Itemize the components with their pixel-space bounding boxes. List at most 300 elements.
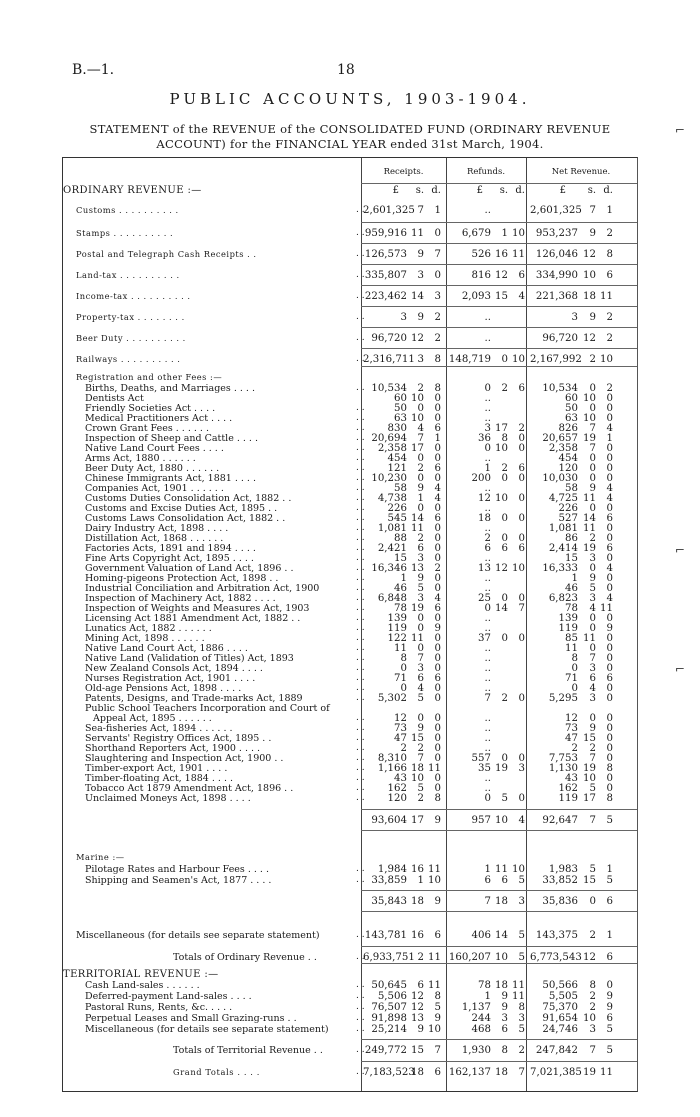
leader-dots: . . — [356, 1024, 365, 1034]
pounds-value: 4,738 — [377, 493, 407, 504]
leader-dots: . . — [356, 773, 365, 783]
shillings-value: 9 — [589, 723, 596, 734]
pence-value: 0 — [606, 613, 613, 624]
pence-value: 7 — [434, 249, 441, 260]
shillings-value: 0 — [417, 623, 424, 634]
pounds-value: 6,823 — [548, 593, 578, 604]
pence-value: 0 — [434, 733, 441, 744]
shillings-value: 12 — [583, 952, 596, 963]
pence-value: 6 — [518, 383, 525, 394]
row-label: Sea-fisheries Act, 1894 . . . . . . — [85, 723, 233, 734]
pence-value: 0 — [434, 413, 441, 424]
shillings-value: 9 — [589, 573, 596, 584]
pounds-value: 35,843 — [371, 896, 407, 907]
leader-dots: . . — [356, 503, 365, 513]
pence-value: 5 — [518, 875, 525, 886]
pounds-value: 71 — [565, 673, 578, 684]
pounds-value: 93,604 — [371, 815, 407, 826]
shillings-value: 2 — [417, 793, 424, 804]
pounds-value: .. — [484, 413, 491, 424]
leader-dots: . . — [356, 623, 365, 633]
shillings-value: 14 — [495, 603, 508, 614]
pounds-value: 63 — [565, 413, 578, 424]
margin-mark: ⌐ — [675, 662, 686, 676]
pounds-value: 226 — [558, 503, 578, 514]
leader-dots: . . — [356, 1067, 365, 1077]
row-label: Inspection of Weights and Measures Act, 1903 — [85, 603, 310, 614]
row-rule — [361, 809, 637, 810]
shillings-value: 0 — [501, 753, 508, 764]
row-rule — [361, 306, 637, 307]
pence-value: 0 — [606, 713, 613, 724]
pounds-value: 15 — [565, 553, 578, 564]
pounds-value: 6,848 — [377, 593, 407, 604]
pence-value: 7 — [434, 1045, 441, 1056]
pounds-value: 557 — [471, 753, 491, 764]
pounds-value: 2,093 — [461, 291, 491, 302]
leader-dots: . . — [356, 952, 365, 962]
pence-value: 3 — [518, 896, 525, 907]
pence-value: 0 — [518, 693, 525, 704]
pence-value: 0 — [434, 393, 441, 404]
pence-value: 0 — [434, 613, 441, 624]
row-rule — [361, 243, 637, 244]
table-row — [63, 290, 637, 303]
pence-value: 5 — [518, 1024, 525, 1035]
pence-value: 0 — [606, 723, 613, 734]
pence-value: 10 — [512, 228, 525, 239]
row-label: TERRITORIAL REVENUE :— — [63, 969, 219, 980]
pence-value: 0 — [518, 433, 525, 444]
pence-value: 0 — [606, 743, 613, 754]
pence-value: 4 — [434, 593, 441, 604]
pence-value: 10 — [512, 563, 525, 574]
pounds-value: 406 — [471, 930, 491, 941]
row-rule — [361, 222, 637, 223]
shillings-value: 10 — [583, 773, 596, 784]
pence-value: 0 — [518, 533, 525, 544]
shillings-value: 7 — [417, 433, 424, 444]
shillings-value: 3 — [417, 270, 424, 281]
row-label: Old-age Pensions Act, 1898 . . . . — [85, 683, 242, 694]
pence-value: 6 — [606, 896, 613, 907]
row-rule — [361, 264, 637, 265]
pounds-value: 162,137 — [448, 1067, 491, 1078]
pounds-value: 73 — [394, 723, 407, 734]
pence-value: 0 — [606, 463, 613, 474]
pence-value: 10 — [428, 875, 441, 886]
shillings-value: 6 — [501, 543, 508, 554]
table-row — [63, 792, 637, 805]
pounds-value: 36 — [478, 433, 491, 444]
leader-dots: . . — [356, 793, 365, 803]
pence-value: 1 — [606, 433, 613, 444]
pence-value: 4 — [434, 483, 441, 494]
pounds-value: 16,346 — [371, 563, 407, 574]
pence-value: 2 — [606, 383, 613, 394]
pence-value: 6 — [606, 513, 613, 524]
pounds-value: 2 — [484, 533, 491, 544]
row-label: Deferred-payment Land-sales . . . . — [85, 991, 252, 1002]
pence-value: 6 — [434, 603, 441, 614]
leader-dots: . . — [356, 683, 365, 693]
pounds-value: 78 — [565, 603, 578, 614]
shillings-value: 11 — [411, 228, 424, 239]
pounds-value: 46 — [565, 583, 578, 594]
pounds-value: 122 — [387, 633, 407, 644]
page-number: 18 — [337, 62, 355, 78]
shillings-value: 19 — [411, 603, 424, 614]
pence-value: 0 — [434, 723, 441, 734]
shillings-value: 8 — [589, 980, 596, 991]
leader-dots: . . — [356, 603, 365, 613]
leader-dots: . . — [356, 930, 365, 940]
pence-value: 5 — [606, 1024, 613, 1035]
pounds-value: 7,753 — [548, 753, 578, 764]
shillings-value: 9 — [589, 312, 596, 323]
pence-value: 0 — [434, 783, 441, 794]
shillings-value: 9 — [501, 991, 508, 1002]
shillings-value: 15 — [583, 733, 596, 744]
leader-dots: . . — [356, 312, 365, 322]
pence-value: 0 — [606, 413, 613, 424]
leader-dots: . . — [356, 270, 365, 280]
pence-value: 1 — [606, 930, 613, 941]
shillings-value: 1 — [417, 875, 424, 886]
pence-value: 4 — [606, 483, 613, 494]
pence-value: 3 — [434, 291, 441, 302]
shillings-value: 0 — [501, 513, 508, 524]
shillings-value: 7 — [589, 205, 596, 216]
pounds-value: .. — [484, 783, 491, 794]
pence-value: 6 — [434, 1067, 441, 1078]
pounds-value: 10,534 — [371, 383, 407, 394]
pounds-value: 73 — [565, 723, 578, 734]
pence-value: 11 — [512, 980, 525, 991]
pence-value: 0 — [434, 693, 441, 704]
leader-dots: . . — [356, 743, 365, 753]
pence-value: 0 — [606, 693, 613, 704]
shillings-value: 0 — [417, 713, 424, 724]
leader-dots: . . — [356, 443, 365, 453]
pounds-value: 50,566 — [542, 980, 578, 991]
pounds-value: 1,081 — [377, 523, 407, 534]
pence-value: 10 — [512, 864, 525, 875]
pence-value: 0 — [606, 443, 613, 454]
pence-value: 8 — [606, 249, 613, 260]
shillings-value: 2 — [417, 743, 424, 754]
shillings-value: 13 — [411, 1013, 424, 1024]
pence-value: 8 — [434, 793, 441, 804]
pounds-value: 6,773,543 — [530, 952, 582, 963]
shillings-value: 9 — [417, 312, 424, 323]
pound-label: £ — [392, 185, 399, 196]
pounds-value: 11 — [565, 643, 578, 654]
leader-dots: . . — [356, 413, 365, 423]
pounds-value: 120 — [387, 793, 407, 804]
net-revenue-column-header: Net Revenue. — [551, 167, 611, 177]
shillings-value: 12 — [495, 270, 508, 281]
pence-value: 8 — [434, 383, 441, 394]
table-row — [63, 332, 637, 345]
pounds-value: .. — [484, 573, 491, 584]
pounds-value: 8,310 — [377, 753, 407, 764]
shillings-value: 15 — [411, 733, 424, 744]
shillings-value: 15 — [583, 875, 596, 886]
shillings-value: 0 — [589, 613, 596, 624]
shillings-value: 10 — [583, 393, 596, 404]
pence-value: 0 — [434, 403, 441, 414]
pounds-value: 6 — [484, 543, 491, 554]
pence-value: 0 — [434, 443, 441, 454]
pounds-value: 15 — [394, 553, 407, 564]
shillings-value: 6 — [589, 673, 596, 684]
pence-value: 4 — [606, 593, 613, 604]
pence-value: 1 — [606, 205, 613, 216]
row-label: Births, Deaths, and Marriages . . . . — [85, 383, 255, 394]
pounds-value: .. — [484, 483, 491, 494]
shillings-value: 18 — [495, 1067, 508, 1078]
pounds-value: 6 — [484, 875, 491, 886]
pence-value: 1 — [606, 864, 613, 875]
pounds-value: 85 — [565, 633, 578, 644]
row-label: Postal and Telegraph Cash Receipts . . — [76, 249, 257, 259]
pounds-value: .. — [484, 743, 491, 754]
leader-dots: . . — [356, 593, 365, 603]
table-row — [63, 1066, 637, 1079]
shillings-value: 3 — [417, 354, 424, 365]
shillings-value: 2 — [589, 743, 596, 754]
row-label: Factories Acts, 1891 and 1894 . . . . — [85, 543, 256, 554]
leader-dots: . . — [356, 1013, 365, 1023]
leader-dots: . . — [356, 493, 365, 503]
leader-dots: . . — [356, 783, 365, 793]
pounds-value: 119 — [558, 623, 578, 634]
shillings-value: 11 — [583, 523, 596, 534]
shillings-value: 19 — [583, 1067, 596, 1078]
row-label: Shorthand Reporters Act, 1900 . . . . — [85, 743, 261, 754]
row-rule — [361, 911, 637, 912]
shillings-value: 17 — [495, 423, 508, 434]
pounds-value: 7,021,385 — [530, 1067, 582, 1078]
pence-value: 6 — [434, 513, 441, 524]
pounds-value: 0 — [571, 683, 578, 694]
row-rule — [361, 1061, 637, 1062]
row-label: Chinese Immigrants Act, 1881 . . . . — [85, 473, 256, 484]
shillings-value: 7 — [589, 815, 596, 826]
pence-value: 6 — [606, 270, 613, 281]
shillings-value: 0 — [501, 473, 508, 484]
shillings-value: 11 — [583, 493, 596, 504]
shillings-value: 11 — [583, 633, 596, 644]
leader-dots: . . — [356, 553, 365, 563]
row-label: Mining Act, 1898 . . . . . . — [85, 633, 205, 644]
shillings-value: 0 — [589, 623, 596, 634]
shillings-value: 12 — [495, 563, 508, 574]
pounds-value: 63 — [394, 413, 407, 424]
pounds-value: 24,746 — [542, 1024, 578, 1035]
pence-value: 6 — [434, 423, 441, 434]
pounds-value: 8 — [400, 653, 407, 664]
pence-value: 0 — [606, 553, 613, 564]
pounds-value: .. — [484, 333, 491, 344]
pence-value: 9 — [606, 1002, 613, 1013]
row-rule — [361, 830, 637, 831]
pence-value: 0 — [434, 523, 441, 534]
pence-value: 11 — [512, 991, 525, 1002]
shillings-value: 0 — [417, 403, 424, 414]
row-rule — [361, 327, 637, 328]
shillings-value: 10 — [583, 270, 596, 281]
shillings-value: 19 — [495, 763, 508, 774]
shillings-value: 3 — [589, 1024, 596, 1035]
pounds-value: 5,295 — [548, 693, 578, 704]
pounds-value: 2 — [400, 743, 407, 754]
shillings-value: 3 — [501, 1013, 508, 1024]
pence-value: 8 — [434, 354, 441, 365]
shillings-value: 6 — [501, 875, 508, 886]
shillings-value: 0 — [501, 593, 508, 604]
pence-value: 0 — [518, 593, 525, 604]
pounds-value: 545 — [387, 513, 407, 524]
shillings-value: 2 — [589, 354, 596, 365]
shillings-value: 18 — [495, 896, 508, 907]
pounds-value: .. — [484, 583, 491, 594]
pounds-value: 0 — [484, 443, 491, 454]
pence-value: 0 — [518, 793, 525, 804]
pounds-value: .. — [484, 773, 491, 784]
shillings-value: 10 — [583, 413, 596, 424]
pounds-value: 8 — [571, 653, 578, 664]
pence-value: 0 — [606, 753, 613, 764]
shillings-value: 0 — [589, 563, 596, 574]
shillings-value: 2 — [589, 991, 596, 1002]
shillings-value: 15 — [411, 1045, 424, 1056]
pounds-value: 959,916 — [364, 228, 407, 239]
pence-label: d. — [431, 185, 441, 196]
pence-value: 11 — [512, 249, 525, 260]
leader-dots: . . — [356, 523, 365, 533]
pence-value: 2 — [434, 312, 441, 323]
shillings-value: 0 — [501, 633, 508, 644]
pounds-value: 92,647 — [542, 815, 578, 826]
row-label: Homing-pigeons Protection Act, 1898 . . — [85, 573, 279, 584]
pounds-value: 43 — [394, 773, 407, 784]
pence-value: 0 — [606, 643, 613, 654]
leader-dots: . . — [356, 423, 365, 433]
shillings-value: 16 — [411, 864, 424, 875]
pounds-value: 2,358 — [548, 443, 578, 454]
shillings-value: 19 — [583, 433, 596, 444]
shillings-value: 11 — [411, 633, 424, 644]
pounds-value: 139 — [387, 613, 407, 624]
pounds-value: .. — [484, 503, 491, 514]
pence-value: 5 — [606, 1045, 613, 1056]
leader-dots: . . — [356, 673, 365, 683]
pounds-value: .. — [484, 523, 491, 534]
pounds-value: .. — [484, 643, 491, 654]
page-title: PUBLIC ACCOUNTS, 1903-1904. — [169, 90, 531, 108]
shillings-value: 9 — [417, 723, 424, 734]
row-label: Miscellaneous (for details see separate statement) — [76, 930, 320, 941]
shillings-value: 9 — [589, 228, 596, 239]
pounds-value: 88 — [394, 533, 407, 544]
shillings-value: 18 — [495, 980, 508, 991]
pence-value: 0 — [606, 503, 613, 514]
shillings-value: 16 — [495, 249, 508, 260]
pounds-value: 126,046 — [535, 249, 578, 260]
shillings-value: 2 — [589, 930, 596, 941]
shillings-value: 10 — [495, 493, 508, 504]
pounds-value: 35 — [478, 763, 491, 774]
pence-value: 4 — [606, 493, 613, 504]
pence-value: 0 — [434, 453, 441, 464]
pence-value: 0 — [434, 743, 441, 754]
pounds-value: 58 — [565, 483, 578, 494]
pounds-value: 335,807 — [364, 270, 407, 281]
pounds-value: 1 — [484, 463, 491, 474]
shillings-value: 9 — [501, 1002, 508, 1013]
pounds-value: 1,166 — [377, 763, 407, 774]
pence-value: 0 — [606, 473, 613, 484]
pounds-value: 143,781 — [364, 930, 407, 941]
shillings-value: 9 — [417, 249, 424, 260]
pounds-value: 454 — [387, 453, 407, 464]
shillings-value: 3 — [589, 693, 596, 704]
table-row — [63, 353, 637, 366]
pounds-value: 2,167,992 — [530, 354, 582, 365]
leader-dots: . . — [356, 403, 365, 413]
leader-dots: . . — [356, 573, 365, 583]
leader-dots: . . — [356, 473, 365, 483]
shillings-value: 14 — [411, 513, 424, 524]
pounds-value: 91,654 — [542, 1013, 578, 1024]
pounds-value: 13 — [478, 563, 491, 574]
shillings-value: 2 — [417, 952, 424, 963]
pounds-value: 10,230 — [371, 473, 407, 484]
shillings-value: 8 — [501, 1045, 508, 1056]
pence-value: 6 — [518, 543, 525, 554]
pence-value: 11 — [428, 763, 441, 774]
table-row — [63, 204, 637, 217]
shillings-value: 0 — [589, 383, 596, 394]
table-row — [63, 814, 637, 827]
shillings-value: 5 — [501, 793, 508, 804]
pence-value: 11 — [428, 952, 441, 963]
pence-value: 8 — [606, 763, 613, 774]
pence-value: 7 — [518, 1067, 525, 1078]
shillings-value: 2 — [501, 383, 508, 394]
pounds-value: 5,506 — [377, 991, 407, 1002]
table-row — [63, 1023, 637, 1036]
row-label: Fine Arts Copyright Act, 1895 . . . . — [85, 553, 254, 564]
row-label: Registration and other Fees :— — [76, 372, 223, 382]
row-label: Native Land Court Act, 1886 . . . . — [85, 643, 248, 654]
leader-dots: . . — [356, 633, 365, 643]
pence-value: 0 — [518, 493, 525, 504]
row-label: New Zealand Consols Act, 1894 . . . . — [85, 663, 263, 674]
shillings-value: 5 — [417, 583, 424, 594]
pence-value: 0 — [434, 228, 441, 239]
row-rule — [361, 963, 637, 964]
pence-value: 4 — [606, 563, 613, 574]
shillings-value: 6 — [501, 1024, 508, 1035]
pounds-value: 200 — [471, 473, 491, 484]
pounds-value: .. — [484, 205, 491, 216]
row-label: Totals of Territorial Revenue . . — [173, 1045, 323, 1056]
pence-value: 9 — [434, 1013, 441, 1024]
pounds-value: 0 — [484, 793, 491, 804]
